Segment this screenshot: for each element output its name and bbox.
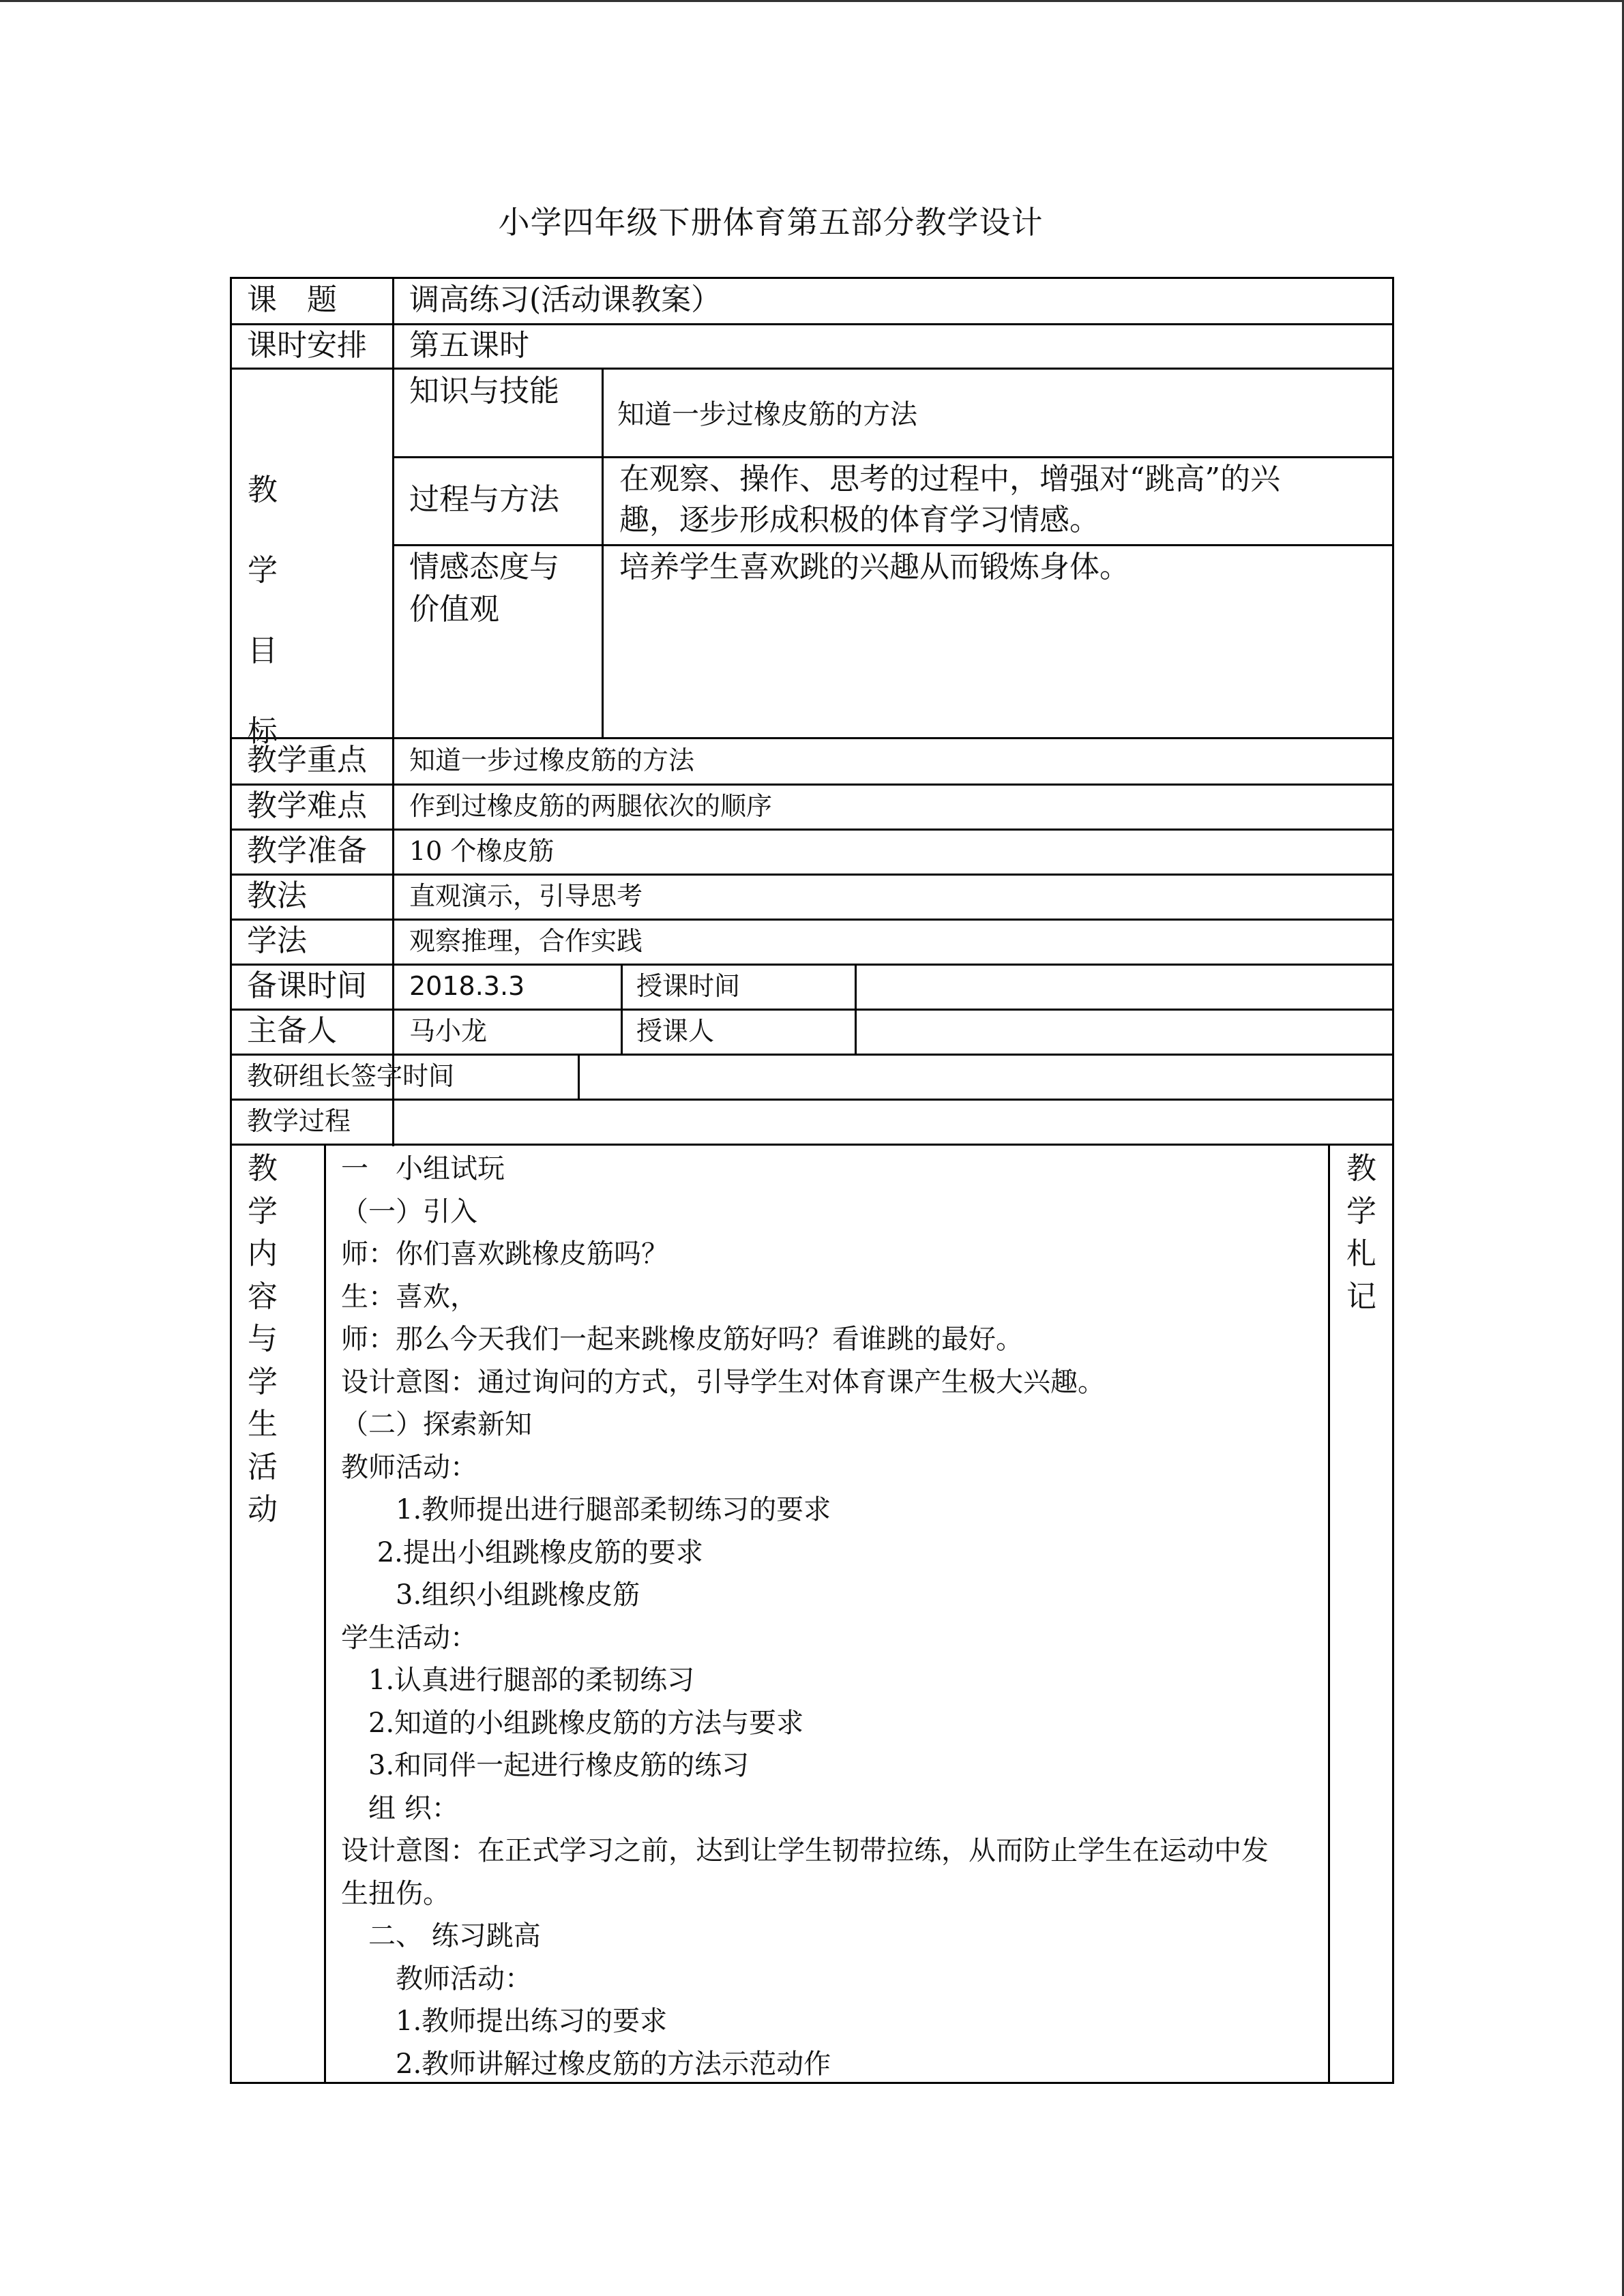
process-line: 一 小组试玩	[341, 1153, 505, 1184]
process-line: 学生活动：	[341, 1622, 477, 1654]
row-divider	[230, 323, 1394, 325]
process-line: 生扭伤。	[341, 1877, 450, 1909]
process-notes-label	[1341, 1148, 1382, 1318]
row-divider	[230, 1009, 1394, 1011]
row-divider	[230, 874, 1394, 876]
process-line: 生：喜欢，	[341, 1281, 477, 1313]
process-line: 1.教师提出练习的要求	[341, 2006, 668, 2037]
process-line: 设计意图：通过询问的方式，引导学生对体育课产生极大兴趣。	[341, 1366, 1105, 1398]
objectives-label-char: 学	[248, 553, 278, 588]
process-method-value-line2: 趣，逐步形成积极的体育学习情感。	[619, 503, 1099, 537]
process-line: 2.知道的小组跳橡皮筋的方法与要求	[341, 1707, 804, 1739]
emotion-label-line1: 情感态度与	[409, 550, 559, 584]
emotion-value: 培养学生喜欢跳的兴趣从而锻炼身体。	[619, 550, 1130, 584]
column-divider	[324, 1144, 326, 2084]
process-left-label	[242, 1148, 283, 1532]
objectives-label-char: 教	[248, 473, 278, 507]
row-divider	[230, 737, 1394, 739]
document-title: 小学四年级下册体育第五部分教学设计	[498, 204, 1044, 241]
knowledge-value: 知道一步过橡皮筋的方法	[617, 399, 917, 430]
process-notes-label-char: 札	[1346, 1236, 1376, 1271]
row-divider	[230, 368, 1394, 370]
process-left-label-char: 活	[248, 1449, 278, 1485]
learning-method-label: 学法	[247, 923, 307, 958]
row-divider	[230, 1099, 1394, 1101]
learning-method-value: 观察推理，合作实践	[409, 926, 643, 956]
emotion-label-line2: 价值观	[409, 592, 499, 627]
process-line: 1.认真进行腿部的柔韧练习	[341, 1665, 695, 1696]
process-line: 师：那么今天我们一起来跳橡皮筋好吗？看谁跳的最好。	[341, 1324, 1023, 1355]
key-point-value: 知道一步过橡皮筋的方法	[409, 745, 695, 775]
process-line: 1.教师提出进行腿部柔韧练习的要求	[341, 1494, 831, 1525]
process-line: 设计意图：在正式学习之前，达到让学生韧带拉练，从而防止学生在运动中发	[341, 1835, 1269, 1866]
process-line: 师：你们喜欢跳橡皮筋吗？	[341, 1238, 668, 1270]
row-divider	[392, 456, 602, 458]
row-divider	[230, 1144, 1394, 1146]
row-divider	[392, 544, 1394, 546]
prep-time-value: 2018.3.3	[409, 971, 525, 1001]
process-method-value-line1: 在观察、操作、思考的过程中，增强对“跳高”的兴	[619, 462, 1280, 496]
process-line: 教师活动：	[341, 1963, 532, 1995]
page-top-border	[0, 0, 1624, 2]
teaching-method-value: 直观演示，引导思考	[409, 881, 643, 911]
column-divider	[855, 964, 857, 1054]
process-content	[341, 1148, 1323, 2085]
teach-time-label: 授课时间	[636, 971, 741, 1001]
row-divider	[230, 919, 1394, 921]
process-left-label-char: 学	[248, 1364, 278, 1399]
schedule-label: 课时安排	[247, 328, 367, 363]
process-line: 3.和同伴一起进行橡皮筋的练习	[341, 1750, 750, 1781]
process-left-label-char: 生	[248, 1407, 278, 1442]
process-left-label-char: 容	[248, 1279, 278, 1314]
objectives-label	[242, 450, 283, 772]
process-line: （一）引入	[341, 1195, 477, 1227]
topic-value: 调高练习(活动课教案）	[409, 282, 722, 317]
row-divider	[602, 456, 1394, 458]
objectives-label-char: 目	[248, 633, 278, 668]
process-notes-label-char: 学	[1346, 1193, 1376, 1229]
column-divider	[578, 1054, 580, 1099]
process-header: 教学过程	[247, 1106, 351, 1136]
signature-label: 教研组长签字时间	[247, 1061, 455, 1091]
process-left-label-char: 教	[248, 1151, 278, 1186]
difficulty-label: 教学难点	[247, 788, 367, 823]
column-divider	[392, 277, 394, 1146]
process-left-label-char: 内	[248, 1236, 278, 1271]
row-divider	[230, 829, 1394, 831]
row-divider	[230, 964, 1394, 966]
schedule-value: 第五课时	[409, 328, 529, 363]
process-line: （二）探索新知	[341, 1409, 532, 1440]
preparer-label: 主备人	[247, 1013, 337, 1048]
preparer-value: 马小龙	[409, 1016, 488, 1046]
objectives-label-char: 标	[248, 714, 278, 749]
process-left-label-char: 动	[248, 1492, 278, 1527]
column-divider	[621, 964, 623, 1054]
process-line: 3.组织小组跳橡皮筋	[341, 1579, 640, 1611]
teacher-label: 授课人	[636, 1016, 715, 1046]
column-divider	[602, 368, 604, 737]
process-line: 教师活动：	[341, 1451, 477, 1483]
process-left-label-char: 学	[248, 1193, 278, 1229]
topic-label: 课 题	[247, 282, 337, 317]
preparation-label: 教学准备	[247, 833, 367, 868]
process-line: 2.提出小组跳橡皮筋的要求	[341, 1536, 703, 1568]
prep-time-label: 备课时间	[247, 968, 367, 1003]
difficulty-value: 作到过橡皮筋的两腿依次的顺序	[409, 791, 773, 821]
process-notes-label-char: 教	[1346, 1151, 1376, 1186]
process-notes-label-char: 记	[1346, 1279, 1376, 1314]
process-method-label: 过程与方法	[409, 482, 559, 517]
preparation-value: 10 个橡皮筋	[409, 836, 555, 866]
process-line: 组 织：	[341, 1792, 459, 1824]
process-line: 二、 练习跳高	[341, 1920, 541, 1952]
knowledge-label: 知识与技能	[409, 374, 559, 408]
column-divider	[1328, 1144, 1330, 2084]
row-divider	[230, 784, 1394, 786]
teaching-method-label: 教法	[247, 878, 307, 913]
key-point-label: 教学重点	[247, 743, 367, 777]
process-left-label-char: 与	[248, 1322, 278, 1356]
process-line: 2.教师讲解过橡皮筋的方法示范动作	[341, 2048, 831, 2080]
